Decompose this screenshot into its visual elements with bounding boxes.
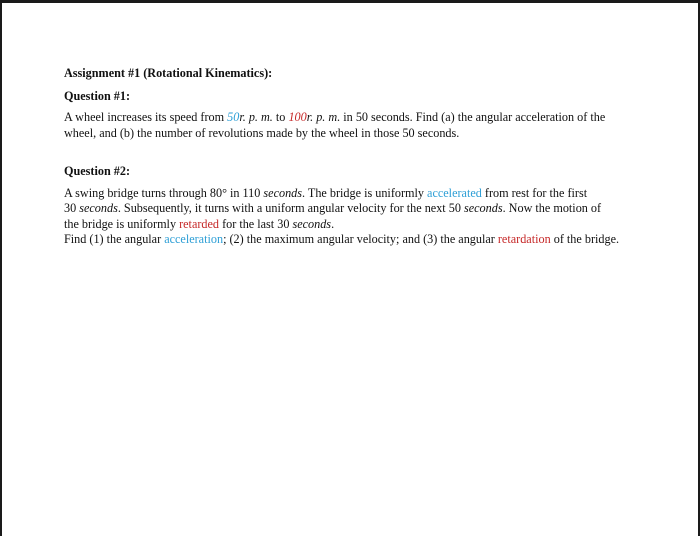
question-1-heading: Question #1: (64, 88, 131, 103)
top-border (0, 0, 700, 3)
q2-text-segment: . The bridge is uniformly (302, 185, 428, 200)
q2-math-seconds: seconds (79, 201, 118, 215)
q1-value-100: 100 (288, 110, 307, 124)
left-border (0, 0, 2, 536)
q2-math-seconds: seconds (463, 201, 503, 215)
q2-text-segment: 30 (64, 201, 80, 215)
question-2-text (64, 186, 644, 233)
q1-text-segment: to (272, 110, 289, 124)
q1-value-50: 50 (227, 110, 240, 124)
q1-text-segment: A wheel increases its speed from (64, 110, 228, 124)
q2-highlight-retarded: retarded (179, 216, 220, 231)
question-1-line-1 (64, 110, 644, 126)
q2-find-segment: Find (1) the angular (64, 232, 165, 246)
q2-highlight-acceleration: acceleration (164, 232, 224, 246)
assignment-document (64, 66, 644, 248)
q2-highlight-accelerated: accelerated (427, 185, 482, 200)
assignment-title: Assignment #1 (Rotational Kinematics): (64, 66, 273, 80)
q1-unit-rpm: r. p. m. (306, 110, 341, 124)
question-1-line-2: wheel, and (b) the number of revolutions made by the wheel in those 50 seconds. (64, 125, 460, 140)
q2-text-segment: . Subsequently, it turns with a uniform angular velocity for the next 50 (117, 201, 464, 215)
q2-text-segment: A swing bridge turns through 80° in 110 (64, 185, 264, 200)
q2-text-segment: for the last 30 (219, 216, 293, 231)
question-2-find-line (64, 232, 644, 248)
q2-find-segment: ; (2) the maximum angular velocity; and (3) the angular (223, 232, 498, 246)
question-2-find (64, 232, 644, 248)
q1-unit-rpm: r. p. m. (239, 110, 273, 124)
question-2-line-3 (64, 217, 644, 233)
q2-text-segment: from rest for the first (481, 185, 588, 200)
question-2-line-1 (64, 186, 644, 202)
q2-text-segment: . Now the motion of (502, 201, 602, 215)
q2-highlight-retardation: retardation (497, 232, 551, 246)
q2-find-segment: of the bridge. (550, 232, 620, 246)
q2-text-segment: the bridge is uniformly (64, 216, 180, 231)
q2-math-seconds: seconds (292, 216, 332, 231)
q2-text-segment: . (331, 216, 335, 231)
question-2-line-2 (64, 201, 644, 217)
q2-math-seconds: seconds (263, 185, 303, 200)
question-2-heading: Question #2: (64, 164, 131, 178)
question-1-text (64, 110, 644, 141)
q1-text-segment: in 50 seconds. Find (a) the angular acceleration of the (340, 110, 606, 124)
